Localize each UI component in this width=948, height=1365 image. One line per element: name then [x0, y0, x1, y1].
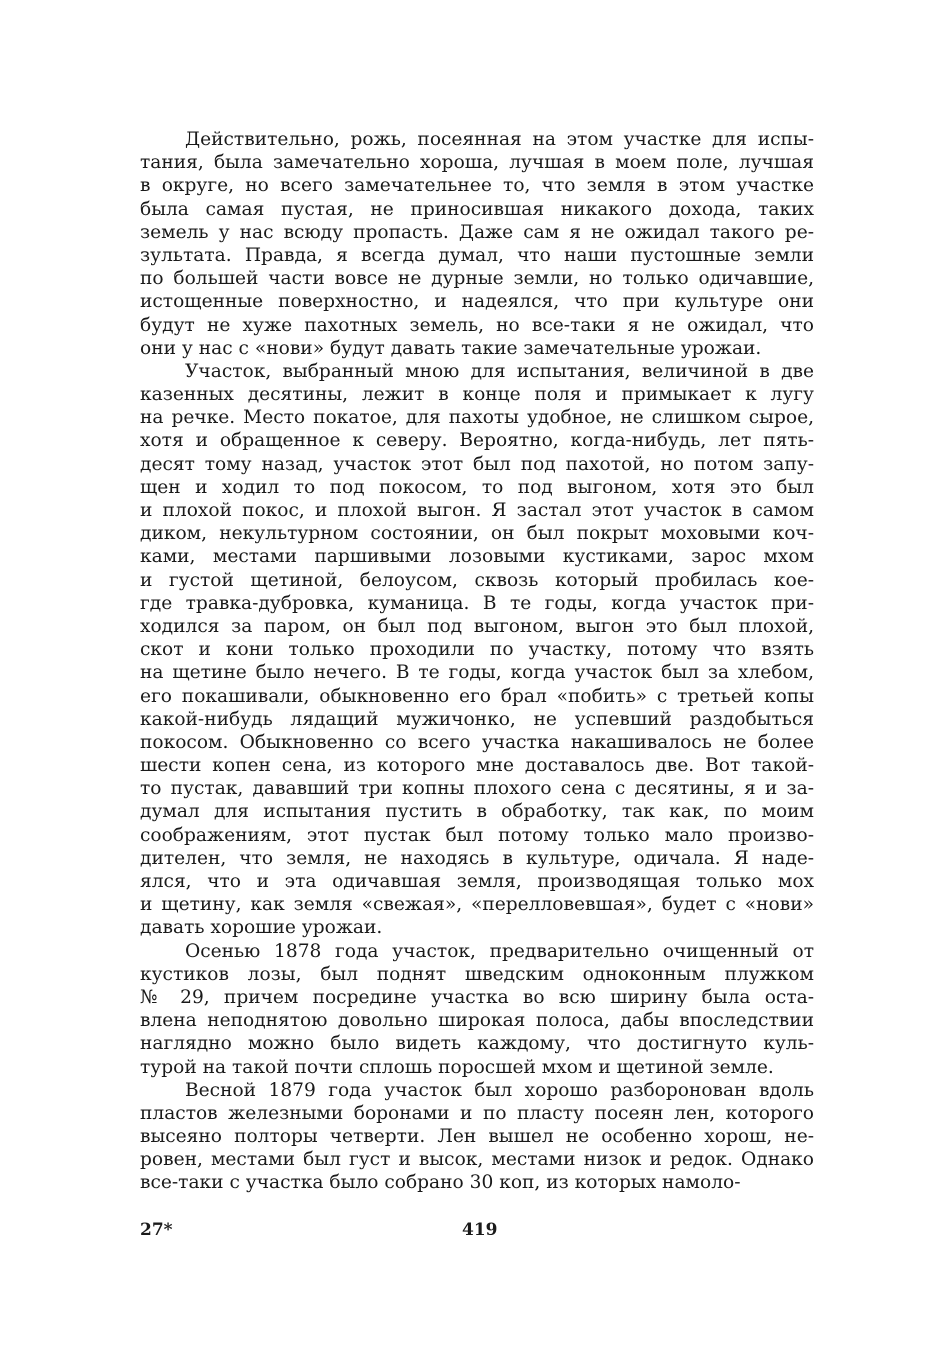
text-line: турой на такой почти сплошь поросшей мхом и щетиной земле. [140, 1056, 774, 1078]
text-line: скот и кони только проходили по участку, потому что взять [140, 639, 814, 661]
text-line: какой-нибудь лядащий мужичонко, не успевший раздобыться [140, 708, 814, 730]
text-line: пластов железными боронами и по пласту посеян лен, которого [140, 1102, 814, 1124]
text-line: где травка-дубровка, куманица. В те годы, когда участок при- [140, 592, 814, 614]
text-line: хотя и обращенное к северу. Вероятно, когда-нибудь, лет пять- [140, 430, 814, 452]
text-line: на щетине было нечего. В те годы, когда участок был за хлебом, [140, 662, 814, 684]
text-line: зультата. Правда, я всегда думал, что наши пустошные земли [140, 244, 814, 266]
text-line: давать хорошие урожаи. [140, 917, 383, 939]
text-line: истощенные поверхностно, и надеялся, что при культуре они [140, 291, 814, 313]
text-line: покосом. Обыкновенно со всего участка накашивалось не более [140, 731, 814, 753]
text-line: была самая пустая, не приносившая никакого дохода, таких [140, 198, 814, 220]
text-line: десят тому назад, участок этот был под пахотой, но потом запу- [140, 453, 814, 475]
text-line: Участок, выбранный мною для испытания, величиной в две [185, 360, 814, 382]
text-line: на речке. Место покатое, для пахоты удобное, не слишком сырое, [140, 407, 814, 429]
paragraph [140, 128, 814, 360]
text-line: Весной 1879 года участок был хорошо разборонован вдоль [185, 1079, 814, 1101]
text-line: по большей части вовсе не дурные земли, но только одичавшие, [140, 268, 814, 290]
text-line: наглядно можно было видеть каждому, что достигнуто куль- [140, 1033, 814, 1055]
text-line: Осенью 1878 года участок, предварительно очищенный от [185, 940, 814, 962]
text-line: казенных десятины, лежит в конце поля и примыкает к лугу [140, 384, 814, 406]
text-line: кустиков лозы, был поднят шведским одноконным плужком [140, 963, 814, 985]
text-line: думал для испытания пустить в обработку, так как, по моим [140, 801, 814, 823]
text-line: будут не хуже пахотных земель, но все-таки я не ожидал, что [140, 314, 814, 336]
text-line: все-таки с участка было собрано 30 коп, из которых намоло- [140, 1172, 741, 1194]
text-line: ялся, что и эта одичавшая земля, производящая только мох [140, 871, 814, 892]
text-line: щен и ходил то под покосом, то под выгоном, хотя это был [140, 476, 814, 498]
text-line: то пустак, дававший три копны плохого сена с десятины, я и за- [140, 778, 814, 800]
text-line: ходился за паром, он был под выгоном, выгон это был плохой, [140, 615, 814, 637]
text-line: высеяно полторы четверти. Лен вышел не особенно хорош, не- [140, 1126, 814, 1148]
page-number: 419 [462, 1220, 498, 1240]
text-line: они у нас с «нови» будут давать такие замечательные урожаи. [140, 337, 762, 359]
body-text [140, 128, 814, 1195]
signature-mark: 27* [140, 1220, 173, 1240]
text-line: земель у нас всюду пропасть. Даже сам я не ожидал такого ре- [140, 221, 814, 243]
text-line: его покашивали, обыкновенно его брал «побить» с третьей копы [140, 685, 814, 707]
text-line: дителен, что земля, не находясь в культуре, одичала. Я наде- [140, 847, 814, 869]
text-line: соображениям, этот пустак был потому только мало произво- [140, 824, 814, 846]
text-line: Действительно, рожь, посеянная на этом участке для испы- [185, 129, 814, 150]
text-line: и щетину, как земля «свежая», «перелловевшая», будет с «нови» [140, 894, 814, 916]
text-line: диком, некультурном состоянии, он был покрыт моховыми коч- [140, 523, 814, 545]
text-line: и густой щетиной, белоусом, сквозь который пробилась кое- [140, 569, 814, 591]
text-line: и плохой покос, и плохой выгон. Я застал этот участок в самом [140, 500, 814, 521]
paragraph [140, 360, 814, 940]
paragraph [140, 940, 814, 1079]
text-line: № 29, причем посредине участка во всю ширину была оста- [140, 986, 814, 1008]
text-line: ровен, местами был густ и высок, местами низок и редок. Однако [140, 1149, 814, 1171]
paragraph [140, 1079, 814, 1195]
text-line: в округе, но всего замечательнее то, что земля в этом участке [140, 175, 814, 197]
text-line: ками, местами паршивыми лозовыми кустиками, зарос мхом [140, 546, 814, 568]
page-footer [140, 1220, 814, 1246]
text-line: шести копен сена, из которого мне доставалось две. Вот такой- [140, 755, 814, 777]
text-line: влена неподнятою довольно широкая полоса, дабы впоследствии [140, 1010, 814, 1032]
text-line: тания, была замечательно хороша, лучшая в моем поле, лучшая [140, 152, 814, 174]
